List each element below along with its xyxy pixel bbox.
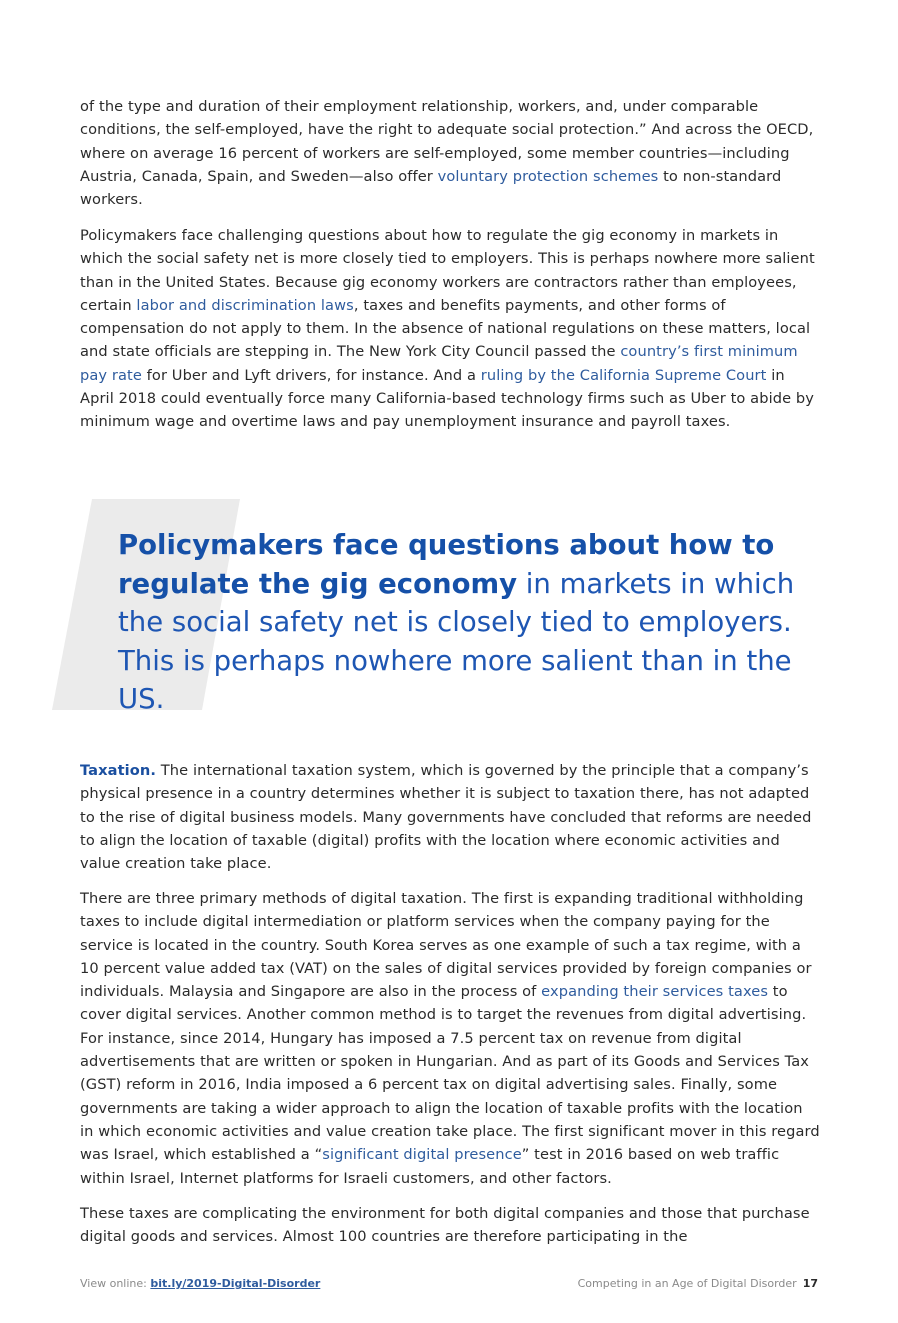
pull-quote [118, 526, 828, 719]
footer-view-online: View online: bit.ly/2019-Digital-Disorder [80, 1277, 321, 1290]
footer-report-title: Competing in an Age of Digital Disorder [577, 1277, 797, 1290]
link-expanding-services-taxes[interactable]: expanding their services taxes [541, 983, 769, 1001]
footer-short-link[interactable]: bit.ly/2019-Digital-Disorder [150, 1277, 321, 1290]
body-paragraph-digital-taxation-methods: There are three primary methods of digital taxation. The first is expanding traditional withholding taxes to include digital intermediation or platform services when the company paying for the service is located in the country. South Korea serves as one example of such a tax regime, with a 10 percent value added tax (VAT) on the sales of digital services provided by foreign companies or individuals. Malaysia and Singapore are also in the process of expanding their services taxes to cover digital services. Another common method is to target the revenues from digital advertising. For instance, since 2014, Hungary has imposed a 7.5 percent tax on revenue from digital advertisements that are written or spoken in Hungarian. And as part of its Goods and Services Tax (GST) reform in 2016, India imposed a 6 percent tax on digital advertising sales. Finally, some governments are taking a wider approach to align the location of taxable profits with the location in which economic activities and value creation take place. The first significant mover in this regard was Israel, which established a “significant digital presence” test in 2016 based on web traffic within Israel, Internet platforms for Israeli customers, and other factors. [80, 890, 820, 1187]
body-paragraph-social-protection: of the type and duration of their employment relationship, workers, and, under comparable conditions, the self-employed, have the right to adequate social protection.” And across the OECD, where on average 16 percent of workers are self-employed, some member countries—including Austria, Canada, Spain, and Sweden—also offer voluntary protection schemes to non-standard workers. [80, 98, 814, 209]
page-number: 17 [802, 1277, 818, 1290]
pull-quote-emphasis: Policymakers face questions about how to regulate the gig economy [118, 529, 775, 600]
body-paragraph-complicating-taxes: These taxes are complicating the environment for both digital companies and those that purchase digital goods and services. Almost 100 countries are therefore participating in the [80, 1205, 810, 1246]
link-significant-digital-presence[interactable]: significant digital presence [322, 1146, 522, 1164]
link-labor-discrimination-laws[interactable]: labor and discrimination laws [136, 296, 354, 314]
link-california-supreme-court[interactable]: ruling by the California Supreme Court [480, 366, 767, 384]
body-paragraph-gig-economy: Policymakers face challenging questions about how to regulate the gig economy in markets in which the social safety net is more closely tied to employers. This is perhaps nowhere more salient than in the United States. Because gig economy workers are contractors rather than employees, certain labor and discrimination laws, taxes and benefits payments, and other forms of compensation do not apply to them. In the absence of national regulations on these matters, local and state officials are stepping in. The New York City Council passed the country’s first minimum pay rate for Uber and Lyft drivers, for instance. And a ruling by the California Supreme Court in April 2018 could eventually force many California-based technology firms such as Uber to abide by minimum wage and overtime laws and pay unemployment insurance and payroll taxes. [80, 227, 815, 431]
link-voluntary-protection-schemes[interactable]: voluntary protection schemes [437, 167, 659, 185]
body-paragraph-taxation: Taxation. The international taxation system, which is governed by the principle that a company’s physical presence in a country determines whether it is subject to taxation there, has not adapted to the rise of digital business models. Many governments have concluded that reforms are needed to align the location of taxable (digital) profits with the location where economic activities and value creation take place. [80, 762, 812, 873]
link-minimum-pay-rate[interactable]: country’s first minimum pay rate [80, 343, 798, 384]
pull-quote-text: in markets in which the social safety net is closely tied to employers. This is perhaps nowhere more salient than in the US. [118, 567, 795, 715]
section-lead-taxation: Taxation. [80, 762, 157, 779]
footer-report-info [578, 1277, 818, 1291]
